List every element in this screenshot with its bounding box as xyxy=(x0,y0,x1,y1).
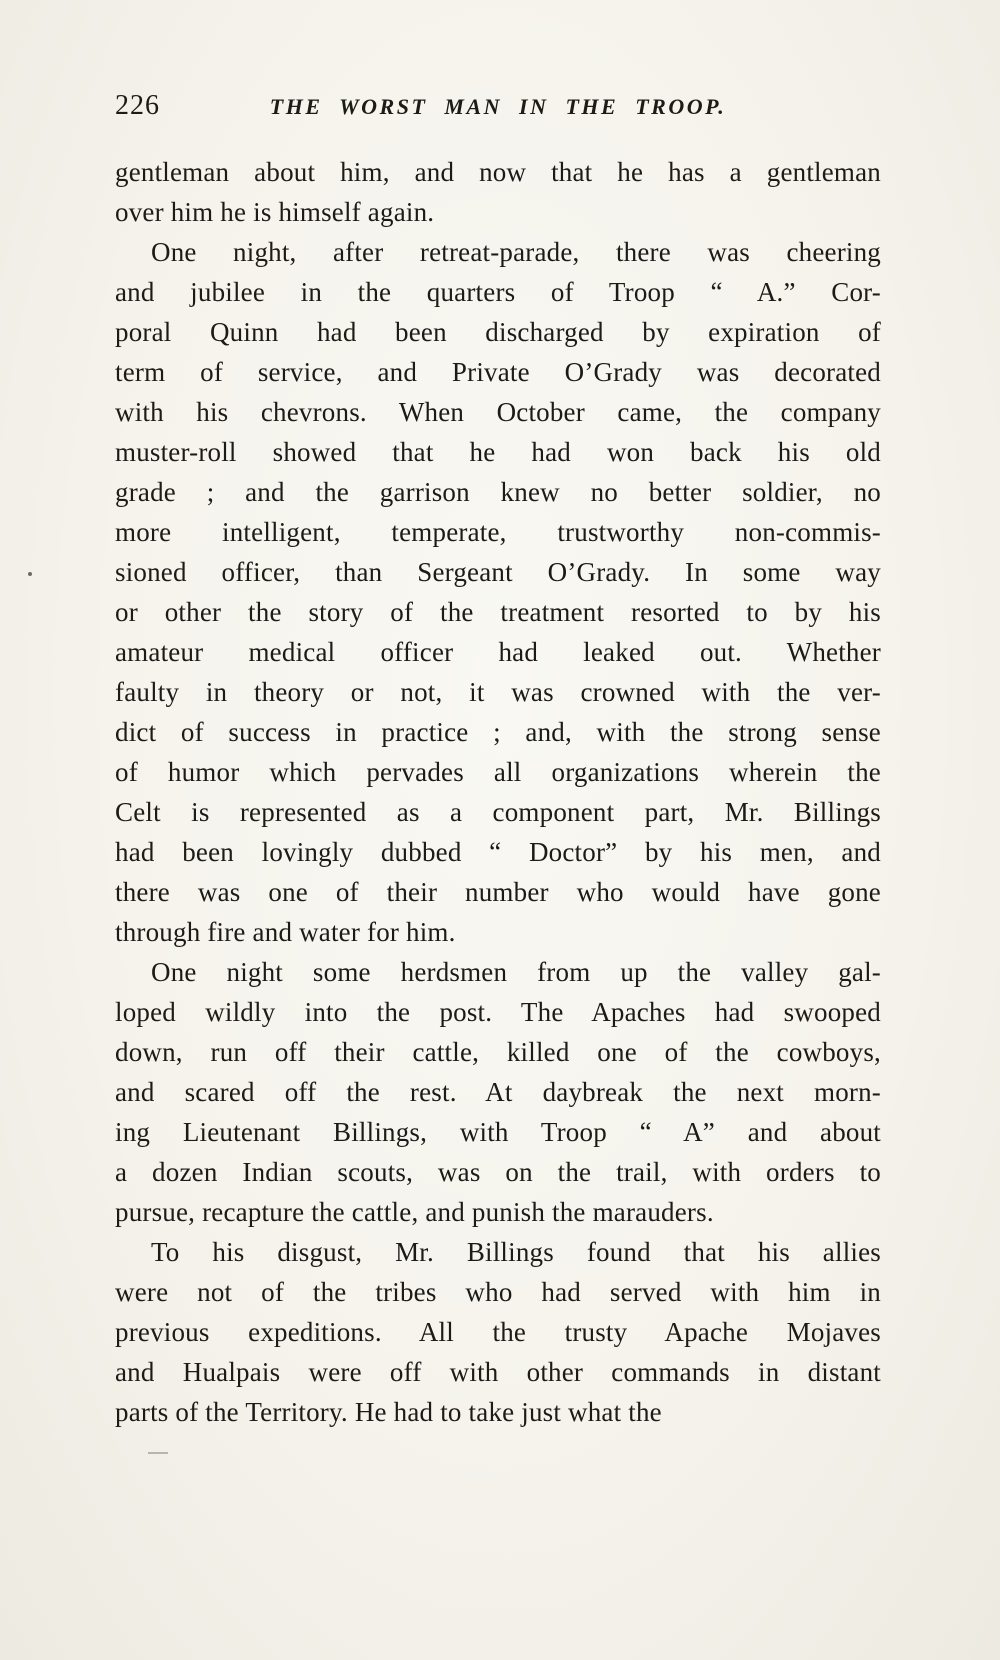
text-line: One night some herdsmen from up the valley gal- xyxy=(151,957,881,987)
text-line: and jubilee in the quarters of Troop “ A.” Cor- xyxy=(115,277,881,307)
text-line: poral Quinn had been discharged by expiration of xyxy=(115,317,881,347)
scan-artifact xyxy=(148,1452,168,1454)
text-line: there was one of their number who would have gone xyxy=(115,877,881,907)
text-line: loped wildly into the post. The Apaches had swooped xyxy=(115,997,881,1027)
text-line: or other the story of the treatment resorted to by his xyxy=(115,597,881,627)
text-line: amateur medical officer had leaked out. Whether xyxy=(115,637,881,667)
page-header xyxy=(115,90,881,126)
text-line: Celt is represented as a component part, Mr. Billings xyxy=(115,797,881,827)
text-line: over him he is himself again. xyxy=(115,197,435,227)
text-line: had been lovingly dubbed “ Doctor” by his men, and xyxy=(115,837,881,867)
text-line: To his disgust, Mr. Billings found that his allies xyxy=(151,1237,881,1267)
text-line: muster-roll showed that he had won back his old xyxy=(115,437,881,467)
text-line: down, run off their cattle, killed one of the cowboys, xyxy=(115,1037,881,1067)
text-line: dict of success in practice ; and, with the strong sense xyxy=(115,717,881,747)
text-line: a dozen Indian scouts, was on the trail, with orders to xyxy=(115,1157,881,1187)
running-title: THE WORST MAN IN THE TROOP. xyxy=(269,94,727,119)
scan-speck-icon xyxy=(28,572,32,576)
text-line: previous expeditions. All the trusty Apache Mojaves xyxy=(115,1317,881,1347)
text-line: and Hualpais were off with other commands in distant xyxy=(115,1357,881,1387)
text-line: grade ; and the garrison knew no better soldier, no xyxy=(115,477,881,507)
page-number: 226 xyxy=(115,90,160,121)
text-line: and scared off the rest. At daybreak the next morn- xyxy=(115,1077,881,1107)
page-body xyxy=(115,152,881,1432)
text-line: faulty in theory or not, it was crowned with the ver- xyxy=(115,677,881,707)
text-line: term of service, and Private O’Grady was decorated xyxy=(115,357,881,387)
text-line: gentleman about him, and now that he has a gentleman xyxy=(115,157,881,187)
text-line: One night, after retreat-parade, there was cheering xyxy=(151,237,881,267)
text-line: were not of the tribes who had served with him in xyxy=(115,1277,881,1307)
paragraph xyxy=(115,152,881,232)
paragraph xyxy=(115,952,881,1232)
paragraph xyxy=(115,232,881,952)
text-line: parts of the Territory. He had to take just what the xyxy=(115,1397,662,1427)
text-line: more intelligent, temperate, trustworthy non-commis- xyxy=(115,517,881,547)
text-line: with his chevrons. When October came, the company xyxy=(115,397,881,427)
text-line: of humor which pervades all organizations wherein the xyxy=(115,757,881,787)
text-line: pursue, recapture the cattle, and punish the marauders. xyxy=(115,1197,714,1227)
text-line: sioned officer, than Sergeant O’Grady. In some way xyxy=(115,557,881,587)
text-line: ing Lieutenant Billings, with Troop “ A” and about xyxy=(115,1117,881,1147)
text-line: through fire and water for him. xyxy=(115,917,456,947)
paragraph xyxy=(115,1232,881,1432)
